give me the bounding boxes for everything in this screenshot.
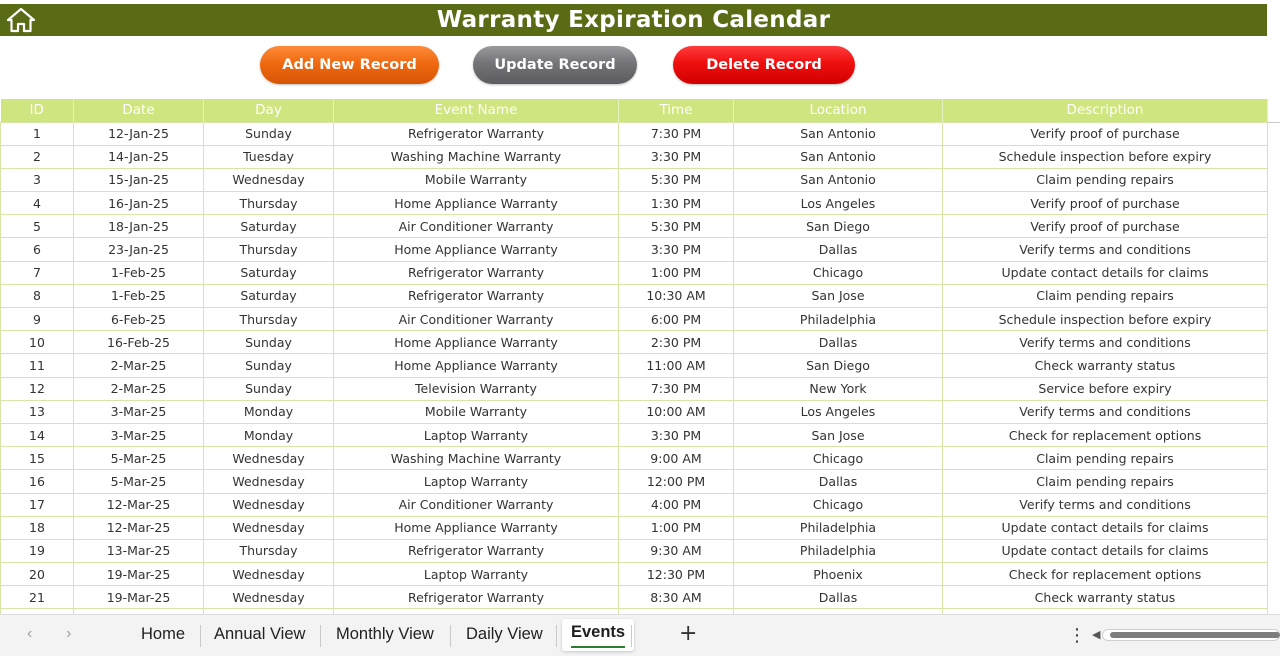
table-row[interactable] — [1, 354, 1268, 377]
cell-time[interactable]: 12:30 PM — [619, 563, 734, 586]
table-row[interactable] — [1, 470, 1268, 493]
cell-time[interactable]: 5:30 PM — [619, 215, 734, 238]
active-tab-underline — [571, 646, 625, 648]
table-row[interactable] — [1, 563, 1268, 586]
cell-id[interactable]: 7 — [1, 261, 74, 284]
table-row[interactable] — [1, 400, 1268, 423]
table-header-row — [1, 99, 1268, 122]
cell-description[interactable]: Verify terms and conditions — [943, 331, 1268, 354]
cell-time[interactable]: 12:00 PM — [619, 470, 734, 493]
cell-description[interactable]: Verify proof of purchase — [943, 122, 1268, 145]
table-row[interactable] — [1, 447, 1268, 470]
cell-description[interactable]: Verify proof of purchase — [943, 192, 1268, 215]
cell-date[interactable]: 2-Mar-25 — [74, 354, 204, 377]
cell-day[interactable]: Sunday — [204, 354, 334, 377]
add-record-button[interactable]: Add New Record — [260, 46, 439, 84]
cell-description[interactable]: Service before expiry — [943, 377, 1268, 400]
cell-time[interactable]: 7:30 PM — [619, 377, 734, 400]
tab-divider — [320, 625, 321, 647]
cell-date[interactable]: 3-Mar-25 — [74, 423, 204, 446]
table-row[interactable] — [1, 238, 1268, 261]
cell-time[interactable]: 4:00 PM — [619, 493, 734, 516]
events-table-container — [0, 99, 1280, 614]
cell-event-name[interactable]: Laptop Warranty — [334, 563, 619, 586]
cell-day[interactable]: Wednesday — [204, 168, 334, 191]
cell-time[interactable]: 3:30 PM — [619, 145, 734, 168]
cell-location[interactable]: Los Angeles — [734, 400, 943, 423]
cell-description[interactable]: Verify proof of purchase — [943, 215, 1268, 238]
cell-date[interactable]: 16-Feb-25 — [74, 331, 204, 354]
events-table — [0, 99, 1268, 614]
page-title: Warranty Expiration Calendar — [436, 7, 831, 33]
cell-event-name[interactable]: Mobile Warranty — [334, 168, 619, 191]
more-vertical-icon[interactable]: ⋮ — [1068, 625, 1086, 646]
cell-description[interactable]: Check warranty status — [943, 586, 1268, 609]
cell-date[interactable]: 16-Jan-25 — [74, 192, 204, 215]
cell-event-name[interactable]: Laptop Warranty — [334, 470, 619, 493]
plus-icon[interactable]: + — [679, 621, 698, 646]
home-icon[interactable] — [6, 7, 36, 33]
cell-description[interactable]: Update contact details for claims — [943, 261, 1268, 284]
cell-location[interactable]: Chicago — [734, 493, 943, 516]
cell-day[interactable]: Wednesday — [204, 470, 334, 493]
cell-date[interactable]: 5-Mar-25 — [74, 447, 204, 470]
cell-event-name[interactable]: Home Appliance Warranty — [334, 354, 619, 377]
chevron-right-icon[interactable]: › — [66, 625, 72, 642]
cell-event-name[interactable]: Home Appliance Warranty — [334, 192, 619, 215]
cell-event-name[interactable]: Refrigerator Warranty — [334, 539, 619, 562]
cell-date[interactable]: 23-Jan-25 — [74, 238, 204, 261]
cell-description[interactable]: Check warranty status — [943, 354, 1268, 377]
tab-divider — [200, 625, 201, 647]
cell-id[interactable]: 2 — [1, 145, 74, 168]
cell-day[interactable]: Thursday — [204, 238, 334, 261]
cell-date[interactable]: 14-Jan-25 — [74, 145, 204, 168]
cell-id[interactable]: 8 — [1, 284, 74, 307]
cell-location[interactable]: San Diego — [734, 215, 943, 238]
col-header-description[interactable]: Description — [943, 99, 1268, 122]
cell-time[interactable]: 11:00 AM — [619, 354, 734, 377]
cell-time[interactable]: 9:30 AM — [619, 539, 734, 562]
cell-date[interactable]: 1-Feb-25 — [74, 261, 204, 284]
cell-id[interactable]: 15 — [1, 447, 74, 470]
cell-event-name[interactable]: Washing Machine Warranty — [334, 447, 619, 470]
cell-description[interactable]: Claim pending repairs — [943, 284, 1268, 307]
cell-time[interactable]: 5:30 PM — [619, 168, 734, 191]
cell-location[interactable]: Dallas — [734, 586, 943, 609]
table-row[interactable] — [1, 493, 1268, 516]
table-row[interactable] — [1, 308, 1268, 331]
cell-location[interactable]: Philadelphia — [734, 539, 943, 562]
cell-event-name[interactable]: Home Appliance Warranty — [334, 238, 619, 261]
cell-description[interactable]: Verify terms and conditions — [943, 238, 1268, 261]
cell-event-name[interactable]: Laptop Warranty — [334, 423, 619, 446]
cell-day[interactable]: Sunday — [204, 377, 334, 400]
cell-time[interactable]: 3:30 PM — [619, 238, 734, 261]
cell-date[interactable]: 2-Mar-25 — [74, 377, 204, 400]
cell-event-name[interactable]: Air Conditioner Warranty — [334, 215, 619, 238]
col-header-time[interactable]: Time — [619, 99, 734, 122]
cell-id[interactable]: 18 — [1, 516, 74, 539]
cell-time[interactable]: 1:00 PM — [619, 261, 734, 284]
cell-date[interactable]: 19-Mar-25 — [74, 586, 204, 609]
cell-event-name[interactable]: Refrigerator Warranty — [334, 284, 619, 307]
cell-location[interactable]: Los Angeles — [734, 192, 943, 215]
cell-location[interactable]: Phoenix — [734, 563, 943, 586]
cell-day[interactable]: Tuesday — [204, 145, 334, 168]
table-row[interactable] — [1, 261, 1268, 284]
cell-id[interactable]: 19 — [1, 539, 74, 562]
horizontal-scrollbar[interactable] — [1092, 627, 1280, 643]
scroll-left-icon[interactable]: ◀ — [1092, 629, 1101, 641]
cell-event-name[interactable]: Refrigerator Warranty — [334, 122, 619, 145]
table-row[interactable] — [1, 145, 1268, 168]
cell-id[interactable]: 13 — [1, 400, 74, 423]
sheet-tab-daily-view[interactable]: Daily View — [466, 625, 543, 643]
cell-date[interactable]: 12-Mar-25 — [74, 493, 204, 516]
cell-id[interactable]: 11 — [1, 354, 74, 377]
cell-day[interactable]: Thursday — [204, 308, 334, 331]
cell-description[interactable]: Schedule inspection before expiry — [943, 308, 1268, 331]
tab-divider — [450, 625, 451, 647]
cell-location[interactable]: Philadelphia — [734, 308, 943, 331]
cell-date[interactable]: 13-Mar-25 — [74, 539, 204, 562]
title-banner — [0, 4, 1267, 36]
cell-id[interactable]: 3 — [1, 168, 74, 191]
delete-record-button[interactable]: Delete Record — [673, 46, 855, 84]
cell-location[interactable]: New York — [734, 377, 943, 400]
cell-description[interactable]: Claim pending repairs — [943, 470, 1268, 493]
table-row[interactable] — [1, 423, 1268, 446]
tab-divider — [556, 625, 557, 647]
sheet-tab-events-label: Events — [571, 623, 626, 641]
sheet-tab-annual-view[interactable]: Annual View — [214, 625, 306, 643]
cell-id[interactable]: 10 — [1, 331, 74, 354]
cell-location[interactable]: Philadelphia — [734, 516, 943, 539]
cell-event-name[interactable]: Mobile Warranty — [334, 400, 619, 423]
table-row[interactable] — [1, 168, 1268, 191]
cell-id[interactable]: 4 — [1, 192, 74, 215]
cell-day[interactable]: Saturday — [204, 215, 334, 238]
cell-day[interactable]: Saturday — [204, 261, 334, 284]
sheet-tab-monthly-view[interactable]: Monthly View — [336, 625, 434, 643]
cell-description[interactable]: Verify terms and conditions — [943, 400, 1268, 423]
cell-location[interactable]: San Antonio — [734, 168, 943, 191]
chevron-left-icon[interactable]: ‹ — [27, 625, 33, 642]
cell-date[interactable]: 5-Mar-25 — [74, 470, 204, 493]
table-row[interactable] — [1, 192, 1268, 215]
cell-time[interactable]: 1:30 PM — [619, 192, 734, 215]
cell-date[interactable]: 15-Jan-25 — [74, 168, 204, 191]
table-row[interactable] — [1, 586, 1268, 609]
table-row[interactable] — [1, 284, 1268, 307]
cell-date[interactable]: 12-Mar-25 — [74, 516, 204, 539]
cell-id[interactable]: 16 — [1, 470, 74, 493]
cell-time[interactable]: 8:30 AM — [619, 586, 734, 609]
cell-time[interactable]: 7:30 PM — [619, 122, 734, 145]
cell-location[interactable]: Dallas — [734, 238, 943, 261]
table-row[interactable] — [1, 331, 1268, 354]
cell-day[interactable]: Sunday — [204, 122, 334, 145]
table-row[interactable] — [1, 122, 1268, 145]
cell-location[interactable]: San Antonio — [734, 122, 943, 145]
cell-description[interactable]: Claim pending repairs — [943, 447, 1268, 470]
cell-description[interactable]: Check for replacement options — [943, 423, 1268, 446]
cell-day[interactable]: Wednesday — [204, 586, 334, 609]
cell-id[interactable]: 17 — [1, 493, 74, 516]
cell-date[interactable]: 1-Feb-25 — [74, 284, 204, 307]
cell-description[interactable]: Check for replacement options — [943, 563, 1268, 586]
cell-event-name[interactable]: Air Conditioner Warranty — [334, 493, 619, 516]
grid-edge-line — [1267, 122, 1280, 123]
update-record-button[interactable]: Update Record — [473, 46, 637, 84]
cell-time[interactable]: 9:00 AM — [619, 447, 734, 470]
cell-day[interactable]: Wednesday — [204, 493, 334, 516]
cell-date[interactable]: 18-Jan-25 — [74, 215, 204, 238]
cell-event-name[interactable]: Home Appliance Warranty — [334, 516, 619, 539]
table-row[interactable] — [1, 215, 1268, 238]
cell-id[interactable]: 6 — [1, 238, 74, 261]
cell-id[interactable]: 21 — [1, 586, 74, 609]
cell-time[interactable]: 10:00 AM — [619, 400, 734, 423]
cell-description[interactable]: Claim pending repairs — [943, 168, 1268, 191]
cell-event-name[interactable]: Refrigerator Warranty — [334, 586, 619, 609]
cell-date[interactable]: 19-Mar-25 — [74, 563, 204, 586]
cell-location[interactable]: San Antonio — [734, 145, 943, 168]
cell-event-name[interactable]: Refrigerator Warranty — [334, 261, 619, 284]
cell-event-name[interactable]: Home Appliance Warranty — [334, 331, 619, 354]
cell-location[interactable]: San Jose — [734, 284, 943, 307]
cell-location[interactable]: San Jose — [734, 423, 943, 446]
cell-event-name[interactable]: Air Conditioner Warranty — [334, 308, 619, 331]
scrollbar-thumb[interactable] — [1110, 632, 1280, 638]
cell-id[interactable]: 9 — [1, 308, 74, 331]
col-header-event-name[interactable]: Event Name — [334, 99, 619, 122]
cell-description[interactable]: Verify terms and conditions — [943, 493, 1268, 516]
cell-day[interactable]: Wednesday — [204, 516, 334, 539]
cell-day[interactable]: Saturday — [204, 284, 334, 307]
table-body — [1, 122, 1268, 614]
cell-time[interactable]: 1:00 PM — [619, 516, 734, 539]
sheet-tab-home[interactable]: Home — [141, 625, 186, 643]
cell-date[interactable]: 12-Jan-25 — [74, 122, 204, 145]
sheet-tab-events[interactable] — [562, 619, 634, 651]
cell-location[interactable]: Dallas — [734, 331, 943, 354]
cell-day[interactable]: Monday — [204, 400, 334, 423]
cell-location[interactable]: Dallas — [734, 470, 943, 493]
col-header-location[interactable]: Location — [734, 99, 943, 122]
cell-day[interactable]: Wednesday — [204, 563, 334, 586]
col-header-date[interactable]: Date — [74, 99, 204, 122]
cell-id[interactable]: 5 — [1, 215, 74, 238]
cell-event-name[interactable]: Washing Machine Warranty — [334, 145, 619, 168]
cell-id[interactable]: 14 — [1, 423, 74, 446]
cell-description[interactable]: Update contact details for claims — [943, 516, 1268, 539]
table-row[interactable] — [1, 377, 1268, 400]
cell-time[interactable]: 6:00 PM — [619, 308, 734, 331]
col-header-day[interactable]: Day — [204, 99, 334, 122]
cell-id[interactable]: 12 — [1, 377, 74, 400]
col-header-id[interactable]: ID — [1, 99, 74, 122]
cell-id[interactable]: 1 — [1, 122, 74, 145]
cell-day[interactable]: Sunday — [204, 331, 334, 354]
cell-day[interactable]: Thursday — [204, 192, 334, 215]
cell-time[interactable]: 10:30 AM — [619, 284, 734, 307]
cell-description[interactable]: Update contact details for claims — [943, 539, 1268, 562]
tab-divider — [631, 625, 632, 647]
cell-time[interactable]: 3:30 PM — [619, 423, 734, 446]
cell-day[interactable]: Wednesday — [204, 447, 334, 470]
cell-location[interactable]: Chicago — [734, 447, 943, 470]
cell-location[interactable]: Chicago — [734, 261, 943, 284]
cell-date[interactable]: 6-Feb-25 — [74, 308, 204, 331]
sheet-tab-bar — [0, 614, 1280, 656]
table-row[interactable] — [1, 539, 1268, 562]
table-row[interactable] — [1, 516, 1268, 539]
cell-location[interactable]: San Diego — [734, 354, 943, 377]
cell-date[interactable]: 3-Mar-25 — [74, 400, 204, 423]
cell-time[interactable]: 2:30 PM — [619, 331, 734, 354]
cell-day[interactable]: Thursday — [204, 539, 334, 562]
cell-id[interactable]: 20 — [1, 563, 74, 586]
cell-day[interactable]: Monday — [204, 423, 334, 446]
cell-description[interactable]: Schedule inspection before expiry — [943, 145, 1268, 168]
cell-event-name[interactable]: Television Warranty — [334, 377, 619, 400]
